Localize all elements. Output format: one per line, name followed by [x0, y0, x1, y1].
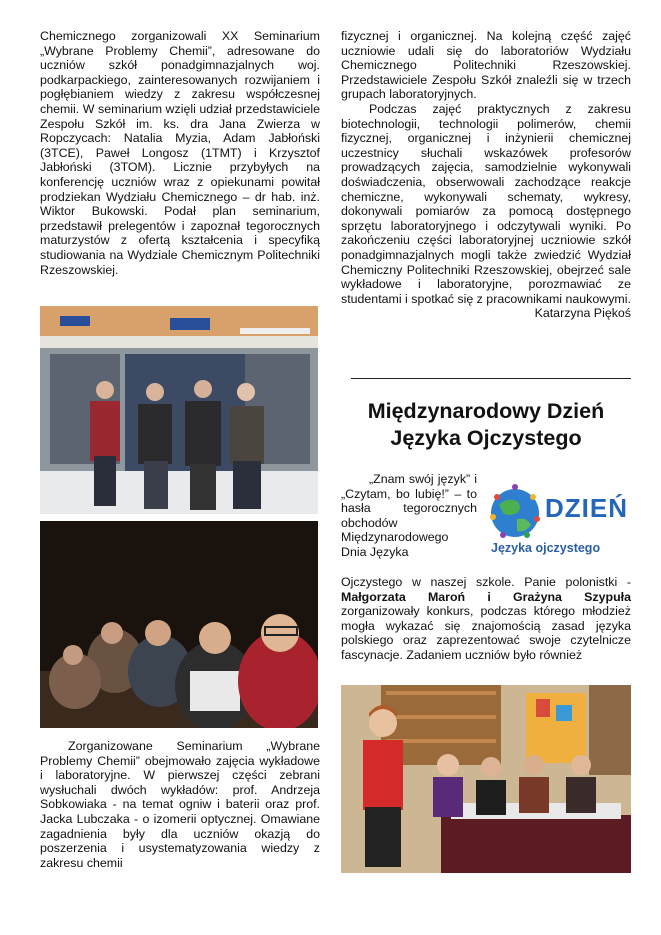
international-mother-language-day-logo [487, 483, 627, 561]
logo-word-dzien: DZIEŃ [545, 493, 628, 523]
photo-students-in-lecture-hall [40, 521, 318, 728]
left-column-text-top [40, 29, 320, 277]
article2-body [341, 575, 631, 663]
article2-body-b: zorganizowały konkurs, podczas którego młodzież mogła wykazać się znajomością zasad języka polskiego oraz zaprezentować swoje czytelnicze fascynacje. Zadaniem uczniów było również [341, 604, 631, 662]
article1-paragraph-1: Chemicznego zorganizowali XX Seminarium „Wybrane Problemy Chemii”, adresowane do uczniów szkół ponadgimnazjalnych woj. podkarpackiego, zainteresowanych rozwijaniem i pogłębianiem wiedzy z zakresu współczesnej chemii. W seminarium wzięli udział przedstawiciele Zespołu Szkół im. ks. dra Jana Zwierza w Ropczycach: Natalia Myzia, Adam Jabłoński (3TCE), Paweł Longosz (1TMT) i Krzysztof Jabłoński (3TOM). Licznie przybyłych na konferencję uczniów wraz z opiekunami powitał prodziekan Wydziału Chemicznego – dr hab. inż. Wiktor Bukowski. Podał plan seminarium, przedstawił prelegentów i zapoznał tegorocznych maturzystów z ofertą kształcenia i specyfiką studiowania na Wydziale Chemicznym Politechniki Rzeszowskiej. [40, 29, 320, 277]
right-column-text-mid [341, 575, 631, 663]
article2-body-a: Ojczystego w naszej szkole. Panie polonistki - [341, 575, 631, 589]
article2-teachers: Małgorzata Maroń i Grażyna Szypuła [341, 589, 631, 604]
article2-intro: „Znam swój język” i „Czytam, bo lubię!” – to hasła tegorocznych obchodów Międzynarodowego Dnia Języka [341, 472, 477, 559]
logo-word-jezyka-ojczystego: Języka ojczystego [491, 541, 601, 555]
section-divider [351, 378, 631, 379]
photo-teachers-in-library [341, 685, 631, 873]
article1-paragraph-4: Podczas zajęć praktycznych z zakresu biotechnologii, technologii polimerów, chemii fizycznej, organicznej i inżynierii chemicznej uczestnicy słuchali wskazówek profesorów prowadzących zajęcia, samodzielnie wykonywali doświadczenia, obserwowali zachodzące reakcje chemiczne, wykonywali schematy, wykresy, dokonywali pomiarów za pomocą dostępnego sprzętu laboratoryjnego i odczytywali wyniki. Po zakończeniu części laboratoryjnej uczniowie szkół ponadgimnazjalnych mogli także zwiedzić Wydział Chemiczny Politechniki Rzeszowskiej, obejrzeć sale wykładowe i laboratoryjne, porozmawiać ze studentami i spotkać się z pracownikami naukowymi. [341, 101, 631, 306]
left-column-text-bottom [40, 739, 320, 870]
article1-paragraph-3: fizycznej i organicznej. Na kolejną część zajęć uczniowie udali się do laboratoriów Wydziału Chemicznego Politechniki Rzeszowskiej. Przedstawiciele Zespołu Szkół znaleźli się w trzech grupach laboratoryjnych. [341, 29, 631, 102]
article1-paragraph-2: Zorganizowane Seminarium „Wybrane Problemy Chemii” obejmowało zajęcia wykładowe i laboratoryjne. W pierwszej części zebrani wysłuchali dwóch wykładów: prof. Andrzeja Sobkowiaka - na temat ogniw i baterii oraz prof. Jacka Lubczaka - o izomerii optycznej. Omawiane zagadnienia były dla uczniów okazją do poszerzenia i usystematyzowania wiedzy z zakresu chemii [40, 739, 320, 870]
article2-headline: Międzynarodowy Dzień Języka Ojczystego [367, 399, 605, 450]
article1-author: Katarzyna Piękoś [534, 306, 631, 321]
article2-intro-text [341, 472, 477, 560]
right-column-text-top [341, 29, 631, 321]
photo-students-at-university-entrance [40, 306, 318, 514]
